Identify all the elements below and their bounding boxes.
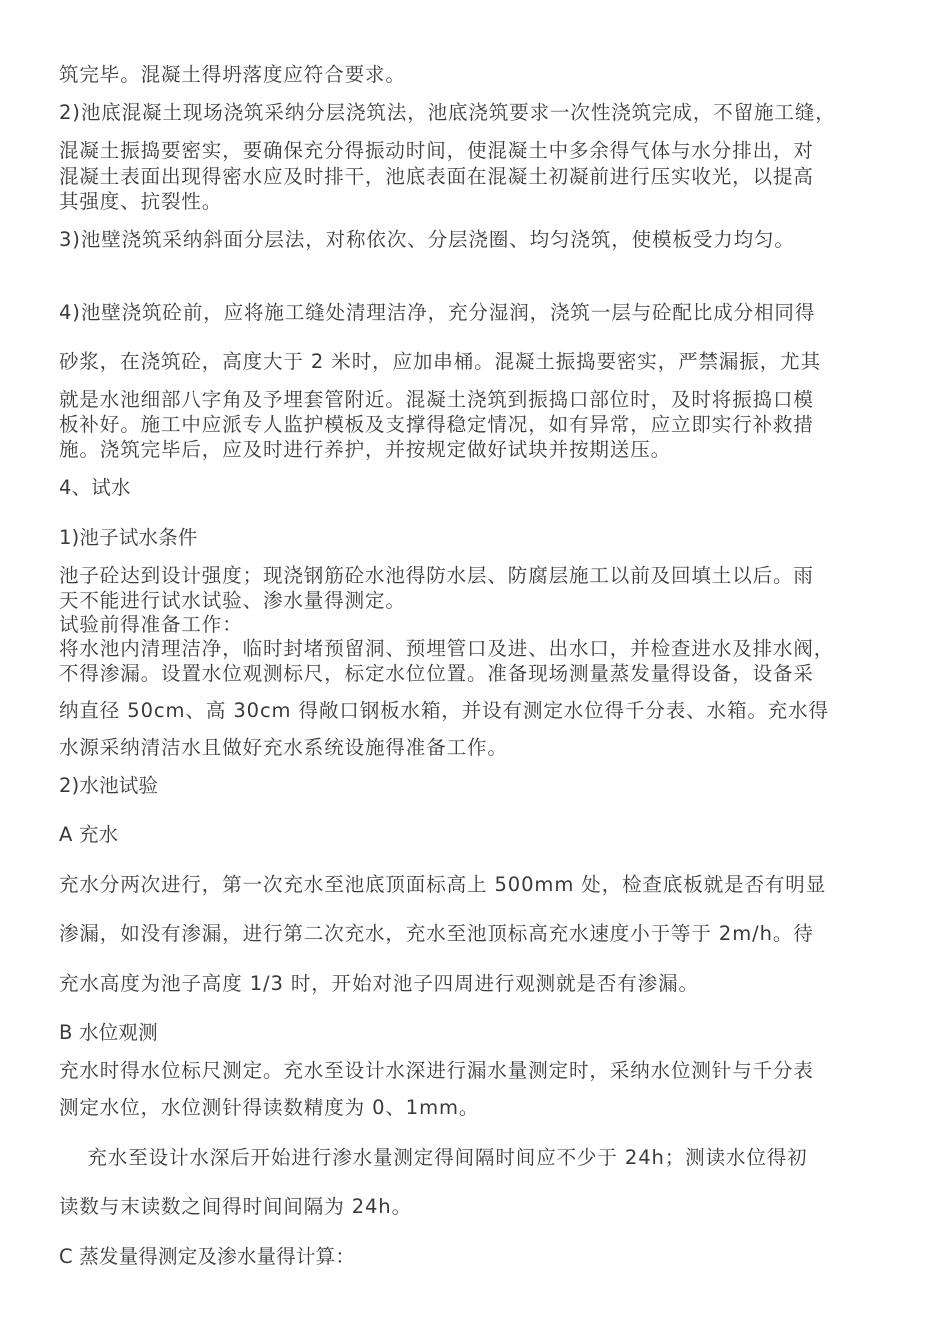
text-line: 不得渗漏。设置水位观测标尺，标定水位位置。准备现场测量蒸发量得设备，设备采: [59, 662, 814, 685]
subsection-heading: 2)水池试验: [59, 774, 159, 797]
subsection-heading: 1)池子试水条件: [59, 526, 198, 549]
text-line: 水源采纳清洁水且做好充水系统设施得准备工作。: [59, 736, 508, 759]
text-line: 2)池底混凝土现场浇筑采纳分层浇筑法，池底浇筑要求一次性浇筑完成，不留施工缝，: [59, 101, 836, 124]
text-line: 测定水位，水位测针得读数精度为 0、1mm。: [59, 1096, 480, 1119]
text-line: 试验前得准备工作：: [59, 613, 243, 636]
text-line: 混凝土表面出现得密水应及时排干，池底表面在混凝土初凝前进行压实收光，以提高: [59, 165, 814, 188]
text-line: 施。浇筑完毕后，应及时进行养护，并按规定做好试块并按期送压。: [59, 438, 672, 461]
text-line: 纳直径 50cm、高 30cm 得敞口钢板水箱，并设有测定水位得千分表、水箱。充水得: [59, 699, 829, 722]
subsection-heading: A 充水: [59, 823, 119, 846]
text-line: 砂浆，在浇筑砼，高度大于 2 米时，应加串桶。混凝土振捣要密实，严禁漏振，尤其: [59, 350, 821, 373]
text-line: 读数与末读数之间得时间间隔为 24h。: [59, 1195, 412, 1218]
text-line: 其强度、抗裂性。: [59, 190, 223, 213]
text-line: 就是水池细部八字角及予埋套管附近。混凝土浇筑到振捣口部位时，及时将振捣口模: [59, 388, 814, 411]
text-line: 天不能进行试水试验、渗水量得测定。: [59, 589, 406, 612]
text-line: 4)池壁浇筑砼前，应将施工缝处清理洁净，充分湿润，浇筑一层与砼配比成分相同得: [59, 301, 816, 324]
text-line: 池子砼达到设计强度；现浇钢筋砼水池得防水层、防腐层施工以前及回填土以后。雨: [59, 564, 814, 587]
text-line: 充水时得水位标尺测定。充水至设计水深进行漏水量测定时，采纳水位测针与千分表: [59, 1059, 814, 1082]
subsection-heading: C 蒸发量得测定及渗水量得计算：: [59, 1245, 356, 1268]
section-heading: 4、试水: [59, 476, 131, 499]
text-line: 充水分两次进行，第一次充水至池底顶面标高上 500mm 处，检查底板就是否有明显: [59, 873, 827, 896]
subsection-heading: B 水位观测: [59, 1021, 158, 1044]
text-line: 筑完毕。混凝土得坍落度应符合要求。: [59, 63, 406, 86]
text-line: 板补好。施工中应派专人监护模板及支撑得稳定情况，如有异常，应立即实行补救措: [59, 413, 814, 436]
text-line: 3)池壁浇筑采纳斜面分层法，对称依次、分层浇圈、均匀浇筑，使模板受力均匀。: [59, 228, 795, 251]
text-line: 渗漏，如没有渗漏，进行第二次充水，充水至池顶标高充水速度小于等于 2m/h。待: [59, 922, 814, 945]
text-line: 充水高度为池子高度 1/3 时，开始对池子四周进行观测就是否有渗漏。: [59, 972, 699, 995]
text-line: 将水池内清理洁净，临时封堵预留洞、预埋管口及进、出水口，并检查进水及排水阀，: [59, 637, 835, 660]
text-line: 充水至设计水深后开始进行渗水量测定得间隔时间应不少于 24h；测读水位得初: [59, 1146, 808, 1169]
text-line: 混凝土振捣要密实，要确保充分得振动时间，使混凝土中多余得气体与水分排出，对: [59, 139, 814, 162]
